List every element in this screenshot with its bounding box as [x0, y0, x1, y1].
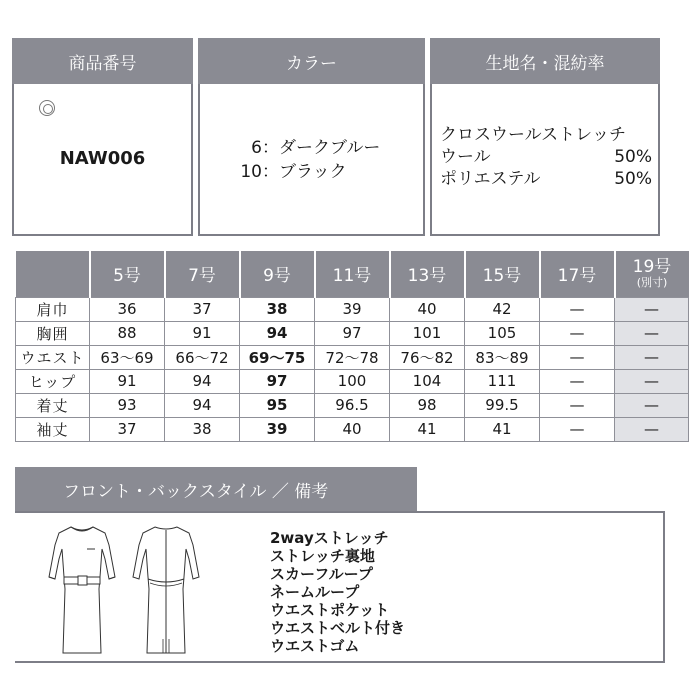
- size-cell: 37: [90, 417, 165, 441]
- size-cell: —: [615, 297, 689, 321]
- size-cell: 41: [390, 417, 465, 441]
- size-cell: 69〜75: [240, 345, 315, 369]
- size-cell: 41: [465, 417, 540, 441]
- size-cell: —: [540, 393, 615, 417]
- size-cell: 40: [315, 417, 390, 441]
- size-cell: 38: [240, 297, 315, 321]
- size-row: [16, 393, 689, 417]
- color-name: ：ダークブルー: [262, 138, 381, 158]
- note-item: ネームループ: [270, 583, 360, 601]
- fabric-mix-item: [440, 168, 652, 190]
- size-cell: 91: [165, 321, 240, 345]
- size-cell: 38: [165, 417, 240, 441]
- circle-mark-icon: [39, 100, 55, 116]
- size-cell: 88: [90, 321, 165, 345]
- size-cell: 100: [315, 369, 390, 393]
- note-item: ウエストポケット: [270, 601, 390, 619]
- style-section-header: [15, 467, 417, 511]
- size-cell: 94: [165, 393, 240, 417]
- size-cell: 94: [240, 321, 315, 345]
- header-product-code: [12, 38, 193, 84]
- color-number: 10: [240, 162, 262, 182]
- size-cell: 98: [390, 393, 465, 417]
- size-cell: —: [615, 369, 689, 393]
- note-item: スカーフループ: [270, 565, 373, 583]
- fabric-cell: [430, 84, 660, 236]
- color-number: 6: [251, 138, 262, 158]
- color-item: [228, 160, 380, 184]
- size-cell: 94: [165, 369, 240, 393]
- size-cell: —: [540, 369, 615, 393]
- size-cell: 101: [390, 321, 465, 345]
- fabric-info: [440, 124, 652, 190]
- note-item: ストレッチ裏地: [270, 547, 375, 565]
- note-item: 2wayストレッチ: [270, 529, 389, 547]
- size-header-label: 19号: [632, 256, 672, 277]
- size-header: 9号: [240, 251, 315, 297]
- size-header-note: (別寸): [636, 275, 668, 289]
- size-cell: —: [540, 321, 615, 345]
- size-cell: 83〜89: [465, 345, 540, 369]
- size-cell: 66〜72: [165, 345, 240, 369]
- size-row-label: 胸囲: [16, 321, 90, 345]
- product-code: NAW006: [59, 148, 146, 169]
- color-list: [228, 136, 380, 184]
- size-row-label: 袖丈: [16, 417, 90, 441]
- size-row: [16, 297, 689, 321]
- size-cell: 105: [465, 321, 540, 345]
- size-cell: —: [615, 417, 689, 441]
- size-cell: 95: [240, 393, 315, 417]
- size-row: [16, 345, 689, 369]
- size-row-label: 肩巾: [16, 297, 90, 321]
- size-row-label: 着丈: [16, 393, 90, 417]
- color-name: ：ブラック: [262, 162, 347, 182]
- fabric-name: クロスウールストレッチ: [440, 125, 626, 145]
- header-fabric: [430, 38, 660, 84]
- header-product-code-label: 商品番号: [68, 53, 137, 74]
- size-table: [15, 251, 689, 442]
- size-cell: 42: [465, 297, 540, 321]
- size-cell: 72〜78: [315, 345, 390, 369]
- size-cell: 97: [315, 321, 390, 345]
- size-cell: 91: [90, 369, 165, 393]
- size-cell: —: [540, 417, 615, 441]
- size-header: 17号: [540, 251, 615, 297]
- fabric-material: ポリエステル: [440, 169, 541, 189]
- notes-list: [270, 529, 405, 655]
- size-header: 11号: [315, 251, 390, 297]
- size-cell: —: [615, 393, 689, 417]
- size-cell: —: [540, 345, 615, 369]
- size-row-label: ヒップ: [16, 369, 90, 393]
- size-cell: —: [615, 345, 689, 369]
- fabric-mix-item: [440, 146, 652, 168]
- size-cell: 99.5: [465, 393, 540, 417]
- size-cell: 63〜69: [90, 345, 165, 369]
- size-cell: —: [540, 297, 615, 321]
- size-row: [16, 321, 689, 345]
- size-cell: 97: [240, 369, 315, 393]
- note-item: ウエストベルト付き: [270, 619, 406, 637]
- header-color: [198, 38, 425, 84]
- size-header: 7号: [165, 251, 240, 297]
- size-cell: 93: [90, 393, 165, 417]
- size-row: [16, 417, 689, 441]
- color-item: [228, 136, 380, 160]
- size-header-row: [16, 251, 689, 297]
- size-cell: 96.5: [315, 393, 390, 417]
- size-header-special: [615, 251, 689, 297]
- size-header: 5号: [90, 251, 165, 297]
- header-fabric-label: 生地名・混紡率: [485, 53, 605, 74]
- size-cell: 104: [390, 369, 465, 393]
- size-cell: 37: [165, 297, 240, 321]
- color-cell: [198, 84, 425, 236]
- size-header: 13号: [390, 251, 465, 297]
- fabric-percent: 50%: [614, 147, 652, 167]
- fabric-percent: 50%: [614, 169, 652, 189]
- size-row-label: ウエスト: [16, 345, 90, 369]
- dress-back-illustration: [131, 519, 201, 659]
- size-row: [16, 369, 689, 393]
- size-cell: 111: [465, 369, 540, 393]
- size-header: 15号: [465, 251, 540, 297]
- style-section-title: フロント・バックスタイル ／ 備考: [63, 481, 329, 502]
- size-cell: 39: [240, 417, 315, 441]
- size-cell: 40: [390, 297, 465, 321]
- product-code-cell: [12, 84, 193, 236]
- size-cell: 39: [315, 297, 390, 321]
- size-cell: 76〜82: [390, 345, 465, 369]
- size-header-corner: [16, 251, 90, 297]
- dress-front-illustration: [47, 519, 117, 659]
- style-section-body: [15, 511, 665, 663]
- note-item: ウエストゴム: [270, 637, 360, 655]
- header-color-label: カラー: [286, 53, 337, 74]
- fabric-material: ウール: [440, 147, 491, 167]
- size-cell: —: [615, 321, 689, 345]
- size-cell: 36: [90, 297, 165, 321]
